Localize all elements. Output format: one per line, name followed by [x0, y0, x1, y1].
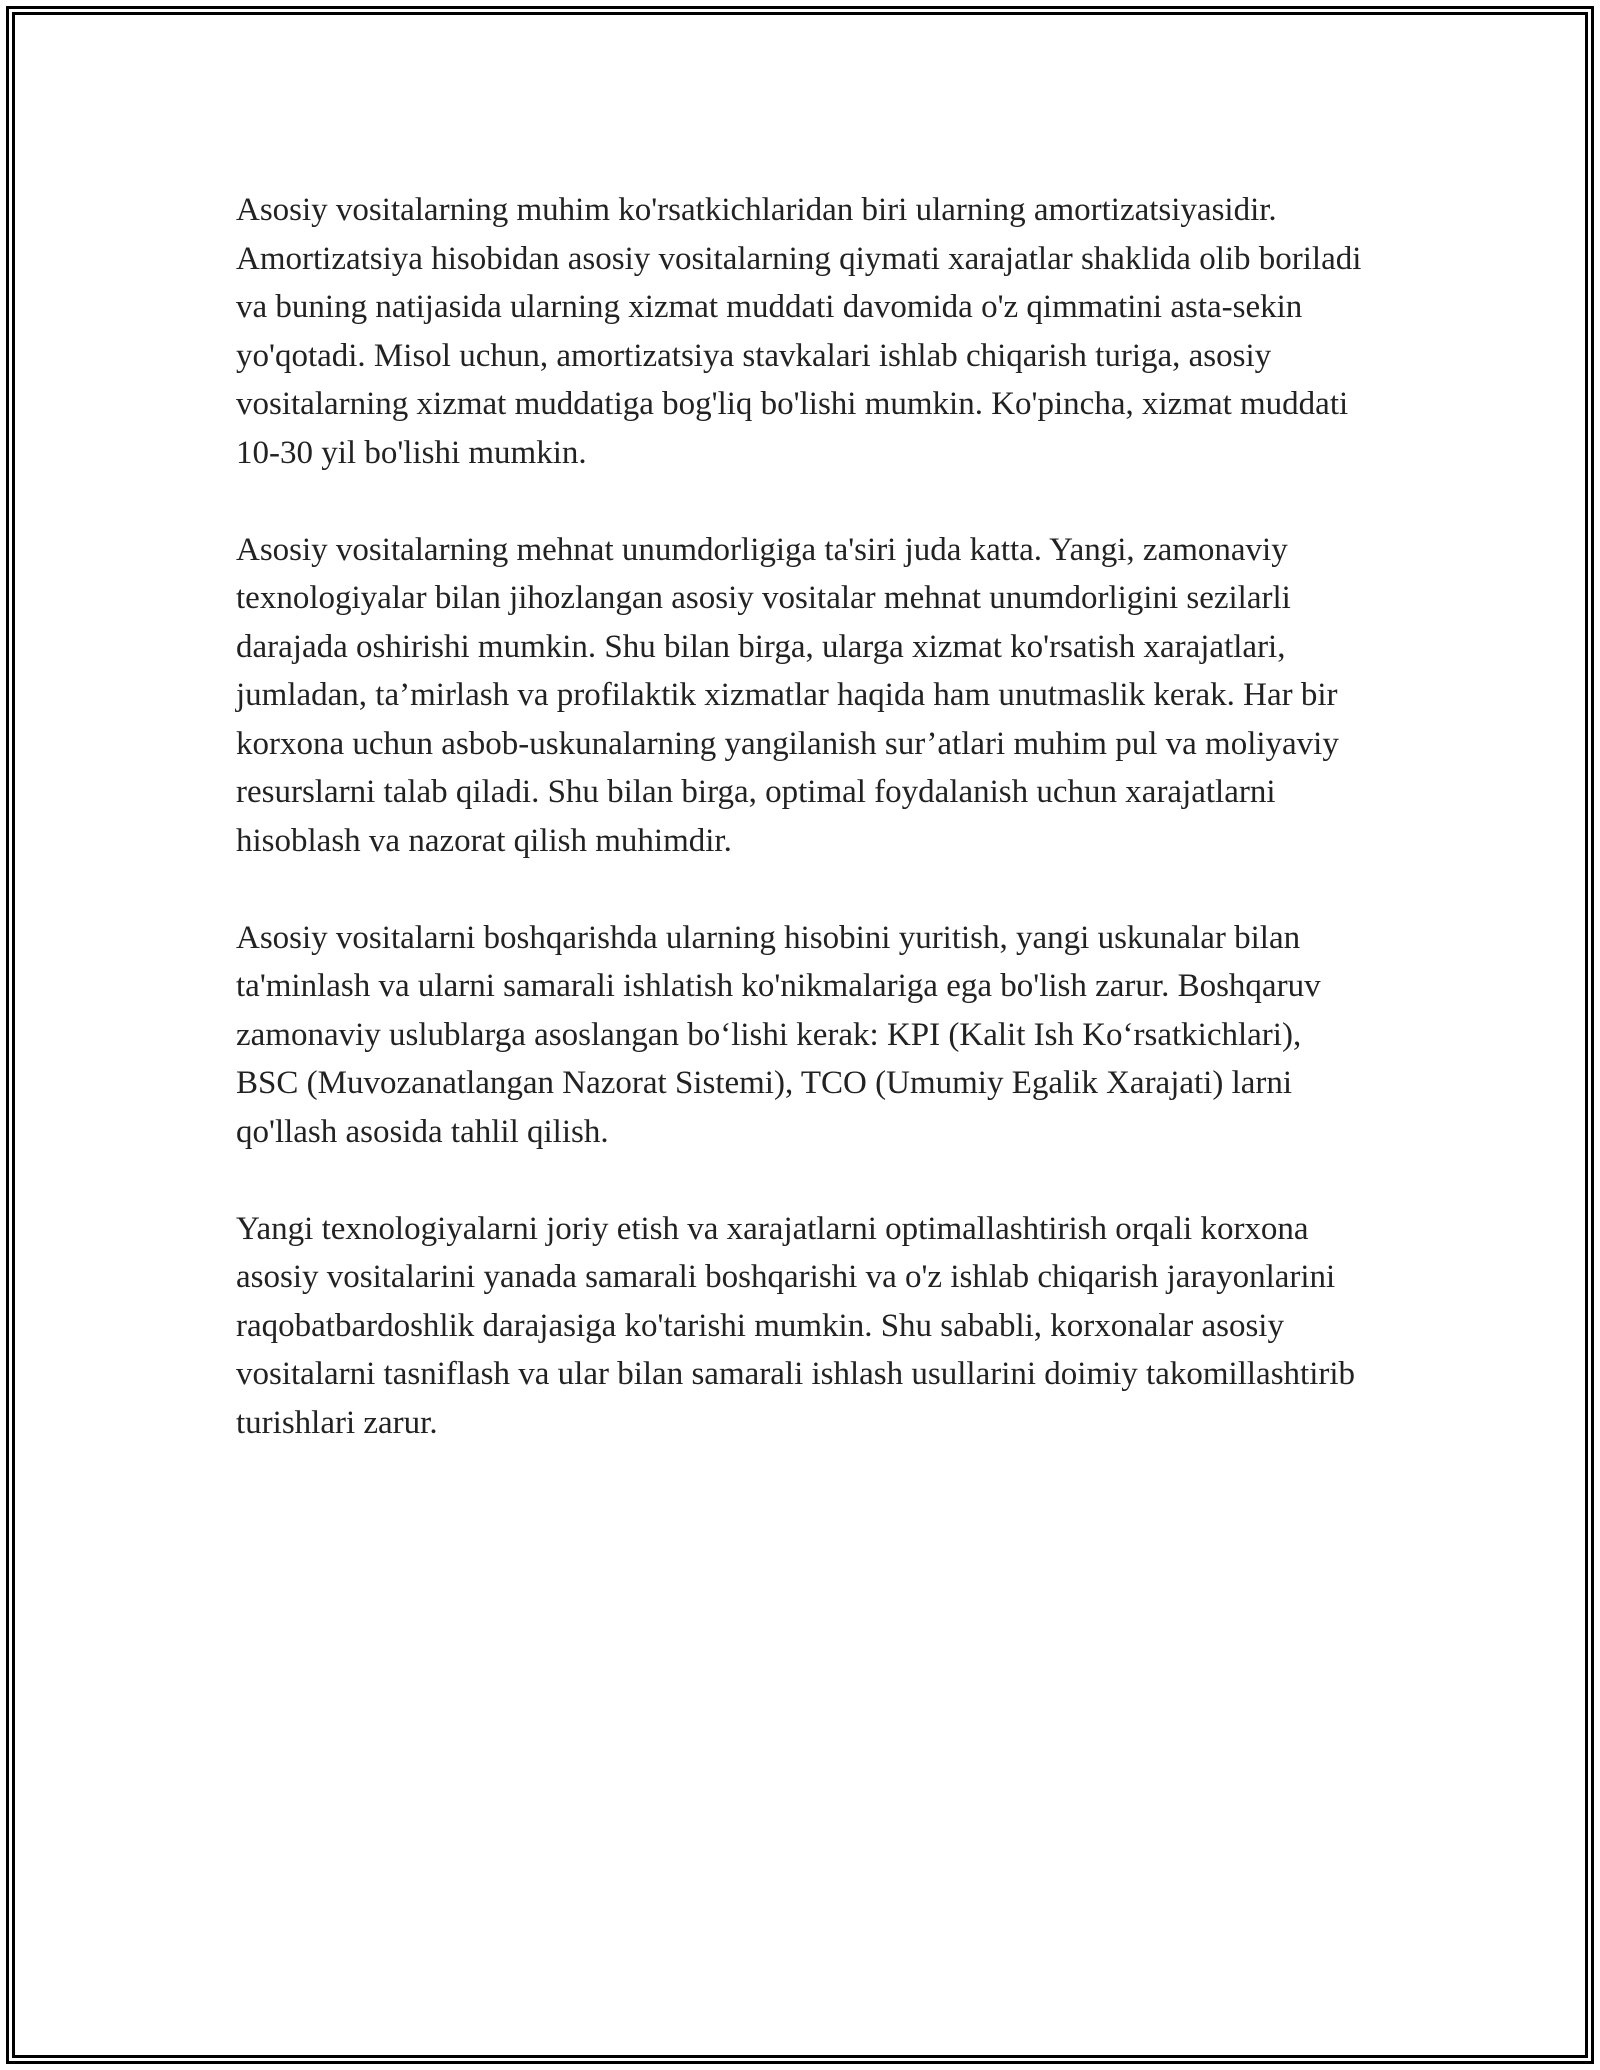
- paragraph-productivity: Asosiy vositalarning mehnat unumdorligiga ta'siri juda katta. Yangi, zamonaviy texnologiyalar bilan jihozlangan asosiy vositalar mehnat unumdorligini sezilarli darajada oshirishi mumkin. Shu bilan birga, ularga xizmat ko'rsatish xarajatlari, jumladan, ta’mirlash va profilaktik xizmatlar haqida ham unutmaslik kerak. Har bir korxona uchun asbob-uskunalarning yangilanish sur’atlari muhim pul va moliyaviy resurslarni talab qiladi. Shu bilan birga, optimal foydalanish uchun xarajatlarni hisoblash va nazorat qilish muhimdir.: [236, 531, 1339, 859]
- paragraph-management: Asosiy vositalarni boshqarishda ularning hisobini yuritish, yangi uskunalar bilan ta'minlash va ularni samarali ishlatish ko'nikmalariga ega bo'lish zarur. Boshqaruv zamonaviy uslublarga asoslangan boʻlishi kerak: KPI (Kalit Ish Koʻrsatkichlari), BSC (Muvozanatlangan Nazorat Sistemi), TCO (Umumiy Egalik Xarajati) larni qo'llash asosida tahlil qilish.: [236, 919, 1321, 1150]
- document-body: [236, 186, 1370, 1447]
- paragraph-depreciation: Asosiy vositalarning muhim ko'rsatkichlaridan biri ularning amortizatsiyasidir. Amortizatsiya hisobidan asosiy vositalarning qiymati xarajatlar shaklida olib boriladi va buning natijasida ularning xizmat muddati davomida o'z qimmatini asta-sekin yo'qotadi. Misol uchun, amortizatsiya stavkalari ishlab chiqarish turiga, asosiy vositalarning xizmat muddatiga bog'liq bo'lishi mumkin. Ko'pincha, xizmat muddati 10-30 yil bo'lishi mumkin.: [236, 192, 1362, 471]
- paragraph-technology: Yangi texnologiyalarni joriy etish va xarajatlarni optimallashtirish orqali korxona asosiy vositalarini yanada samarali boshqarishi va o'z ishlab chiqarish jarayonlarini raqobatbardoshlik darajasiga ko'tarishi mumkin. Shu sababli, korxonalar asosiy vositalarni tasniflash va ular bilan samarali ishlash usullarini doimiy takomillashtirib turishlari zarur.: [236, 1210, 1356, 1441]
